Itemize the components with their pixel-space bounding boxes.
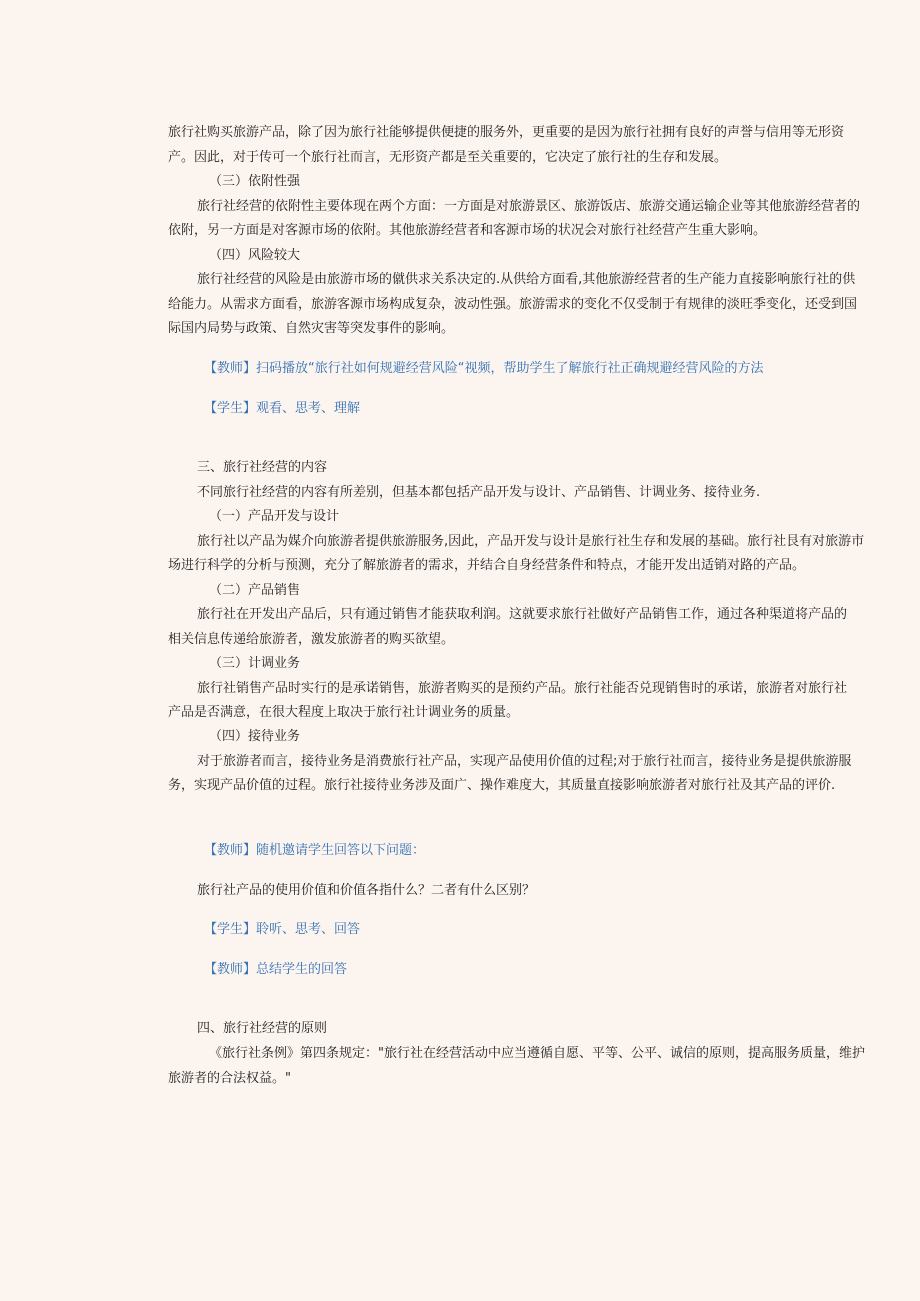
paragraph-line: 旅行社经营的依附性主要体现在两个方面：一方面是对旅游景区、旅游饭店、旅游交通运输企业等其他旅游经营者的 xyxy=(197,199,861,214)
question-text: 旅行社产品的使用价值和价值各指什么？二者有什么区别？ xyxy=(197,883,536,898)
section-heading: （三）依附性强 xyxy=(209,174,301,189)
paragraph-line: 旅行社经营的风险是由旅游市场的僦供求关系决定的.从供给方面看,其他旅游经营者的生产能力直接影响旅行社的供 xyxy=(197,272,856,287)
teacher-note: 【教师】总结学生的回答 xyxy=(204,962,348,977)
section-title: 三、旅行社经营的内容 xyxy=(197,460,328,475)
paragraph-line: 给能力。从需求方面看，旅游客源市场构成复杂，波动性强。旅游需求的变化不仅受制于有规律的淡旺季变化，还受到国 xyxy=(168,297,858,312)
paragraph-line: 旅游者的合法权益。" xyxy=(168,1071,291,1086)
paragraph-line: 旅行社以产品为媒介向旅游者提供旅游服务,因此，产品开发与设计是旅行社生存和发展的基础。旅行社艮有对旅游市 xyxy=(197,534,865,549)
paragraph-line: 《旅行社条例》第四条规定："旅行社在经营活动中应当遵循自愿、平等、公平、诚信的原则，提高服务质量，维护 xyxy=(209,1046,865,1061)
paragraph-line: 旅行社销售产品时实行的是承诺销售，旅游者购买的是预约产品。旅行社能否兑现销售时的承诺，旅游者对旅行社 xyxy=(197,681,848,696)
teacher-note: 【教师】随机邀请学生回答以下问题： xyxy=(204,843,426,858)
section-heading: （一）产品开发与设计 xyxy=(209,509,340,524)
section-title: 四、旅行社经营的原则 xyxy=(197,1021,328,1036)
paragraph-line: 不同旅行社经营的内容有所差别，但基本都包括产品开发与设计、产品销售、计调业务、接待业务. xyxy=(197,485,761,500)
paragraph-line: 场进行科学的分析与预测，充分了解旅游者的需求，并结合自身经营条件和特点，才能开发出适销对路的产品。 xyxy=(168,558,806,573)
paragraph-line: 相关信息传递给旅游者，激发旅游者的购买欲望。 xyxy=(168,632,455,647)
paragraph-line: 务，实现产品价值的过程。旅行社接待业务涉及面广、操作难度大，其质量直接影响旅游者对旅行社及其产品的评价. xyxy=(168,778,836,793)
student-note: 【学生】观看、思考、理解 xyxy=(204,401,361,416)
section-heading: （二）产品销售 xyxy=(209,583,301,598)
teacher-note: 【教师】扫码播放“旅行社如何规避经营风险“视频，帮助学生了解旅行社正确规避经营风险的方法 xyxy=(204,361,764,376)
section-heading: （四）接待业务 xyxy=(209,729,301,744)
paragraph-line: 旅行社在开发出产品后，只有通过销售才能获取利润。这就要求旅行社做好产品销售工作，通过各种渠道将产品的 xyxy=(197,607,848,622)
paragraph-line: 依附，另一方面是对客源市场的依附。其他旅游经营者和客源市场的状况会对旅行社经营产生重大影响。 xyxy=(168,223,767,238)
paragraph-line: 对于旅游者而言，接待业务是消费旅行社产品，实现产品使用价值的过程;对于旅行社而言，接待业务是提供旅游服 xyxy=(197,754,852,769)
paragraph-line: 产。因此，对于传可一个旅行社而言，无形资产都是至关重要的，它决定了旅行社的生存和发展。 xyxy=(168,150,728,165)
section-heading: （四）风险较大 xyxy=(209,248,301,263)
paragraph-line: 产品是否满意，在很大程度上取决于旅行社计调业务的质量。 xyxy=(168,705,520,720)
paragraph-line: 际国内局势与政策、自然灾害等突发事件的影响。 xyxy=(168,321,455,336)
paragraph-line: 旅行社购买旅游产品，除了因为旅行社能够提供便捷的服务外，更重要的是因为旅行社拥有良好的声誉与信用等无形资 xyxy=(168,125,845,140)
section-heading: （三）计调业务 xyxy=(209,656,301,671)
student-note: 【学生】聆听、思考、回答 xyxy=(204,922,361,937)
